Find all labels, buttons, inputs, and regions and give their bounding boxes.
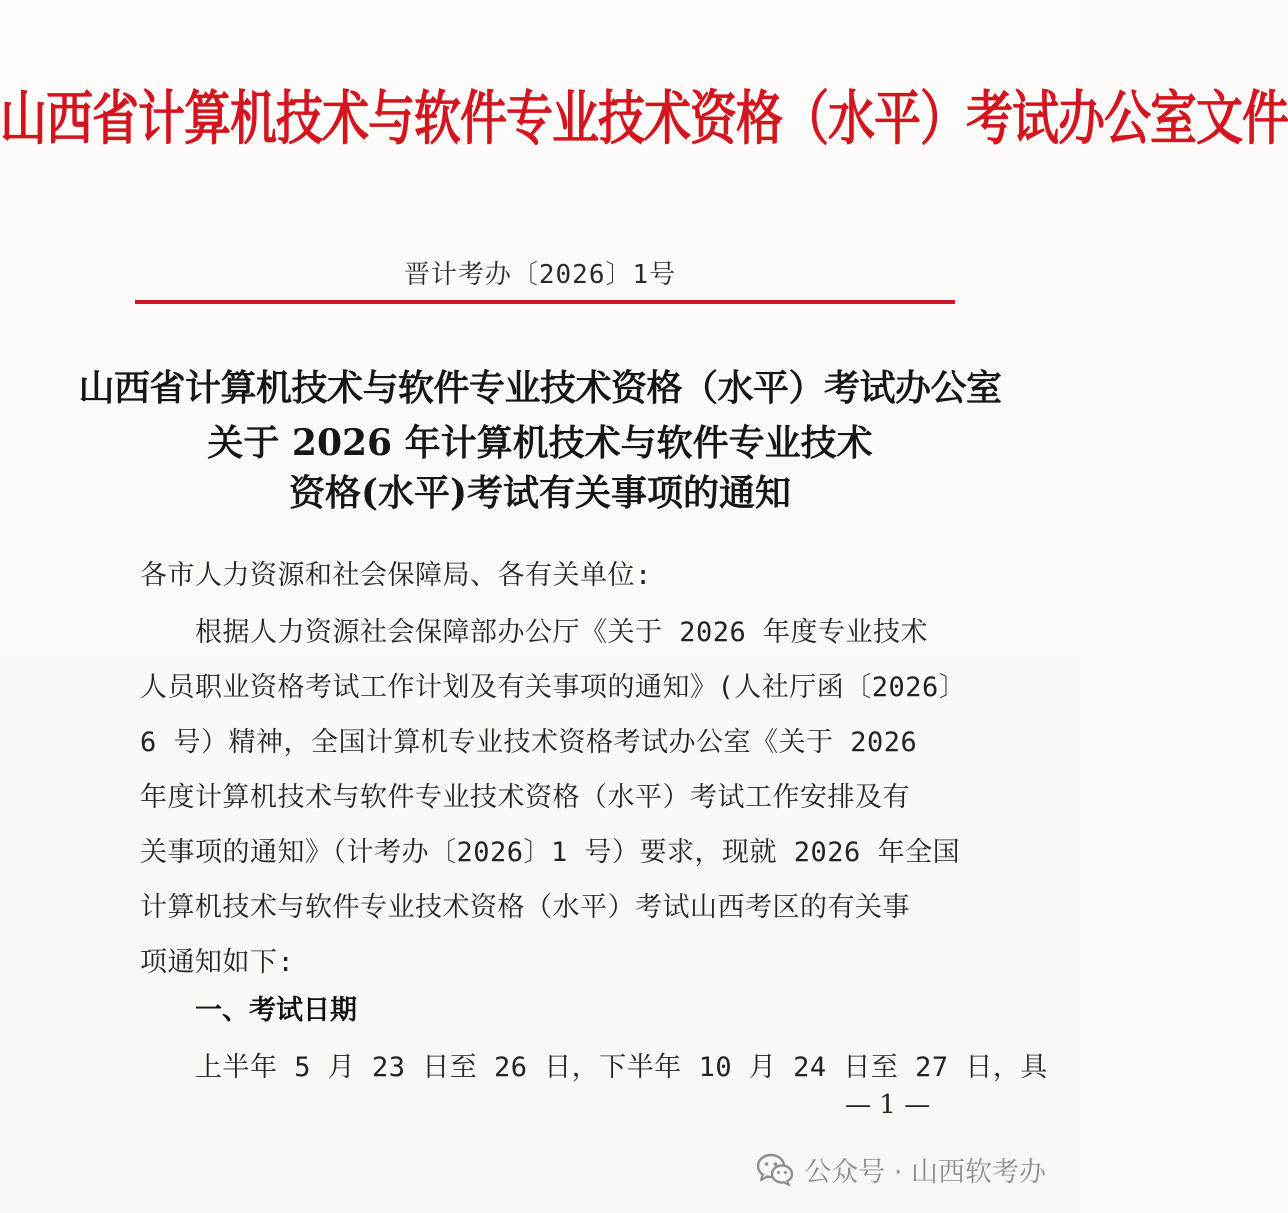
notice-title-line-2: 关于 2026 年计算机技术与软件专业技术 — [207, 422, 873, 464]
red-head-title: 山西省计算机技术与软件专业技术资格（水平）考试办公室文件 — [0, 84, 1288, 154]
paragraph-line: 根据人力资源社会保障部办公厅《关于 2026 年度专业技术 — [195, 617, 929, 648]
watermark-text: 公众号 · 山西软考办 — [804, 1157, 1046, 1188]
document-number: 晋计考办〔2026〕1号 — [403, 260, 677, 290]
salutation: 各市人力资源和社会保障局、各有关单位: — [140, 560, 652, 591]
paragraph-line: 上半年 5 月 23 日至 26 日，下半年 10 月 24 日至 27 日，具 — [195, 1052, 1048, 1083]
paragraph-line: 项通知如下: — [140, 947, 295, 978]
notice-title-line-1: 山西省计算机技术与软件专业技术资格（水平）考试办公室 — [78, 367, 1002, 409]
paragraph-line: 人员职业资格考试工作计划及有关事项的通知》(人社厅函〔2026〕 — [140, 672, 967, 703]
paragraph-line: 计算机技术与软件专业技术资格（水平）考试山西考区的有关事 — [140, 892, 910, 923]
wechat-watermark — [756, 1150, 1046, 1189]
page-number: — 1 — — [845, 1090, 931, 1120]
notice-title-line-3: 资格(水平)考试有关事项的通知 — [288, 472, 792, 514]
paragraph-line: 年度计算机技术与软件专业技术资格（水平）考试工作安排及有 — [140, 782, 910, 813]
paragraph-line: 6 号）精神，全国计算机专业技术资格考试办公室《关于 2026 — [140, 727, 918, 758]
paragraph-line: 关事项的通知》（计考办〔2026〕1 号）要求，现就 2026 年全国 — [140, 837, 961, 868]
wechat-icon — [756, 1153, 794, 1187]
section-heading-exam-date: 一、考试日期 — [195, 995, 357, 1026]
red-divider-line — [135, 300, 955, 304]
